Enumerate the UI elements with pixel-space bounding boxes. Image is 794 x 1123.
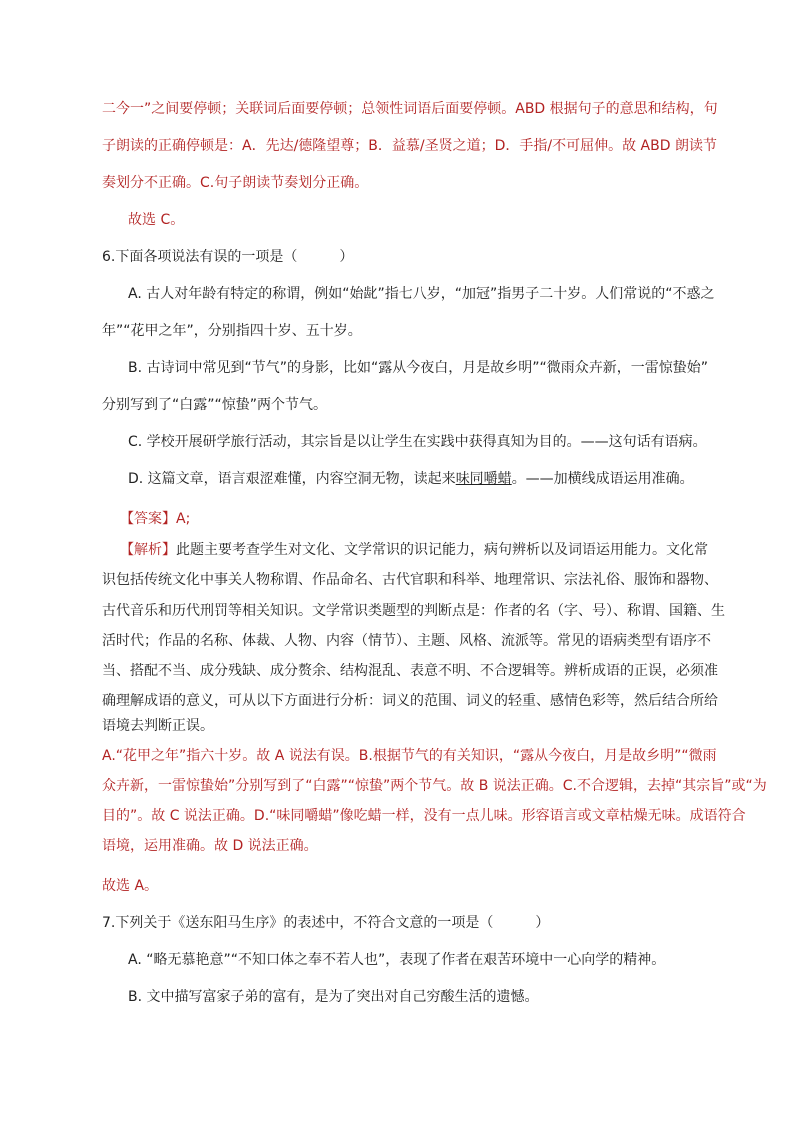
q6-option-d-text: D. 这篇文章，语言艰涩难懂，内容空洞无物，读起来 xyxy=(128,471,456,487)
q6-analysis-line-4: 活时代；作品的名称、体裁、人物、内容（情节）、主题、风格、流派等。常见的语病类型有语序不 xyxy=(102,633,711,649)
q6-analysis-line-3: 古代音乐和历代刑罚等相关知识。文学常识类题型的判断点是：作者的名（字、号）、称谓、国籍、生 xyxy=(102,603,725,619)
q6-option-d-underlined-idiom: 味同嚼蜡 xyxy=(455,471,512,487)
q6-analysis-line-6: 确理解成语的意义，可从以下方面进行分析：词义的范围、词义的轻重、感情色彩等，然后结合所给 xyxy=(102,693,718,709)
q6-detail-line-3: 目的”。故 C 说法正确。D.“味同嚼蜡”像吃蜡一样，没有一点儿味。形容语言或文章枯燥无味。成语符合 xyxy=(102,808,746,824)
q6-detail-line-1: A.“花甲之年”指六十岁。故 A 说法有误。B.根据节气的有关知识，“露从今夜白，月是故乡明”“微雨 xyxy=(102,748,717,764)
prev-conclusion: 故选 C。 xyxy=(128,212,185,228)
q6-option-b-line-1: B. 古诗词中常见到“节气”的身影，比如“露从今夜白，月是故乡明”“微雨众卉新，一雷惊蛰始” xyxy=(128,360,709,376)
q7-option-b: B. 文中描写富家子弟的富有，是为了突出对自己穷酸生活的遗憾。 xyxy=(128,989,539,1005)
q6-option-d xyxy=(128,469,694,489)
q6-conclusion: 故选 A。 xyxy=(102,878,159,894)
prev-explanation-line-3: 奏划分不正确。C.句子朗读节奏划分正确。 xyxy=(102,175,369,191)
q6-detail-line-2: 众卉新，一雷惊蛰始”分别写到了“白露”“惊蛰”两个节气。故 B 说法正确。C.不合逻辑，去掉“其宗旨”或“为 xyxy=(102,778,767,794)
q6-option-a-line-2: 年”“花甲之年”，分别指四十岁、五十岁。 xyxy=(102,323,362,339)
prev-explanation-line-1: 二今一”之间要停顿；关联词后面要停顿；总领性词语后面要停顿。ABD 根据句子的意思和结构，句 xyxy=(102,101,718,117)
prev-explanation-line-2: 子朗读的正确停顿是：A．先达/德隆望尊；B．益慕/圣贤之道；D．手指/不可屈伸。故 ABD 朗读节 xyxy=(102,138,717,154)
q6-option-b-line-2: 分别写到了“白露”“惊蛰”两个节气。 xyxy=(102,397,328,413)
answer-label: 【答案】 xyxy=(120,511,176,527)
q6-analysis-line-5: 当、搭配不当、成分残缺、成分赘余、结构混乱、表意不明、不合逻辑等。辨析成语的正误，必须准 xyxy=(102,663,718,679)
q6-option-d-tail: 。——加横线成语运用准确。 xyxy=(511,471,694,487)
answer-value: A; xyxy=(176,511,191,527)
q6-analysis-line-1 xyxy=(120,540,708,560)
q7-option-a: A. “略无慕艳意”“不知口体之奉不若人也”，表现了作者在艰苦环境中一心向学的精神。 xyxy=(128,952,666,968)
q7-stem: 7.下列关于《送东阳马生序》的表述中，不符合文意的一项是（ ） xyxy=(102,915,550,931)
analysis-text: 此题主要考查学生对文化、文学常识的识记能力，病句辨析以及词语运用能力。文化常 xyxy=(176,542,708,558)
q6-analysis-line-7: 语境去判断正误。 xyxy=(102,718,214,734)
q6-answer xyxy=(120,509,190,529)
q6-option-c: C. 学校开展研学旅行活动，其宗旨是以让学生在实践中获得真知为目的。——这句话有语病。 xyxy=(128,434,707,450)
q6-option-a-line-1: A. 古人对年龄有特定的称谓，例如“始龀”指七八岁，“加冠”指男子二十岁。人们常说的“不惑之 xyxy=(128,286,715,302)
q6-detail-line-4: 语境，运用准确。故 D 说法正确。 xyxy=(102,838,318,854)
q6-analysis-line-2: 识包括传统文化中事关人物称谓、作品命名、古代官职和科举、地理常识、宗法礼俗、服饰和器物、 xyxy=(102,572,718,588)
analysis-label: 【解析】 xyxy=(120,542,176,558)
q6-stem: 6.下面各项说法有误的一项是（ ） xyxy=(102,249,354,265)
